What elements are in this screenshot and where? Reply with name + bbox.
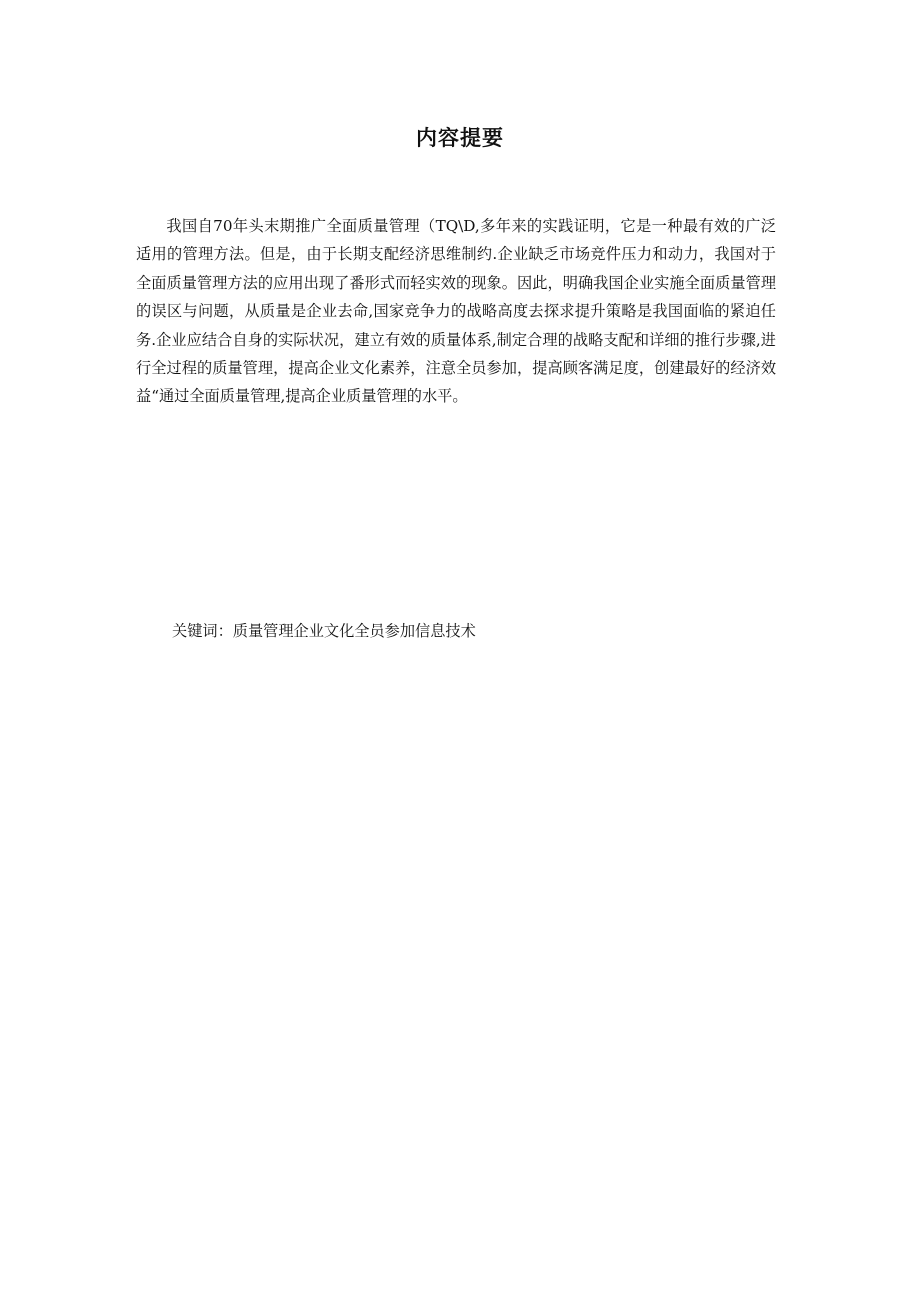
page-title: 内容提要 — [416, 126, 504, 150]
keywords-text: 质量管理企业文化全员参加信息技术 — [232, 622, 476, 640]
abstract-paragraph: 我国自70年头末期推广全面质量管理（TQ\D,多年来的实践证明，它是一种最有效的广泛适用的管理方法。但是，由于长期支配经济思维制约.企业缺乏市场竞件压力和动力，我国对于全面质量管理方法的应用出现了番形式而轻实效的现象。因此，明确我国企业实施全面质量管理的误区与问题，从质量是企业去命,国家竞争力的战略高度去探求提升策略是我国面临的紧迫任务.企业应结合自身的实际状况，建立有效的质量体系,制定合理的战略支配和详细的推行步骤,进行全过程的质量管理，提高企业文化素养，注意全员参加，提高顾客满足度，创建最好的经济效益“通过全面质量管理,提高企业质量管理的水平。 — [136, 217, 776, 406]
keywords-label: 关键词： — [172, 622, 233, 640]
keywords-line — [172, 618, 476, 644]
